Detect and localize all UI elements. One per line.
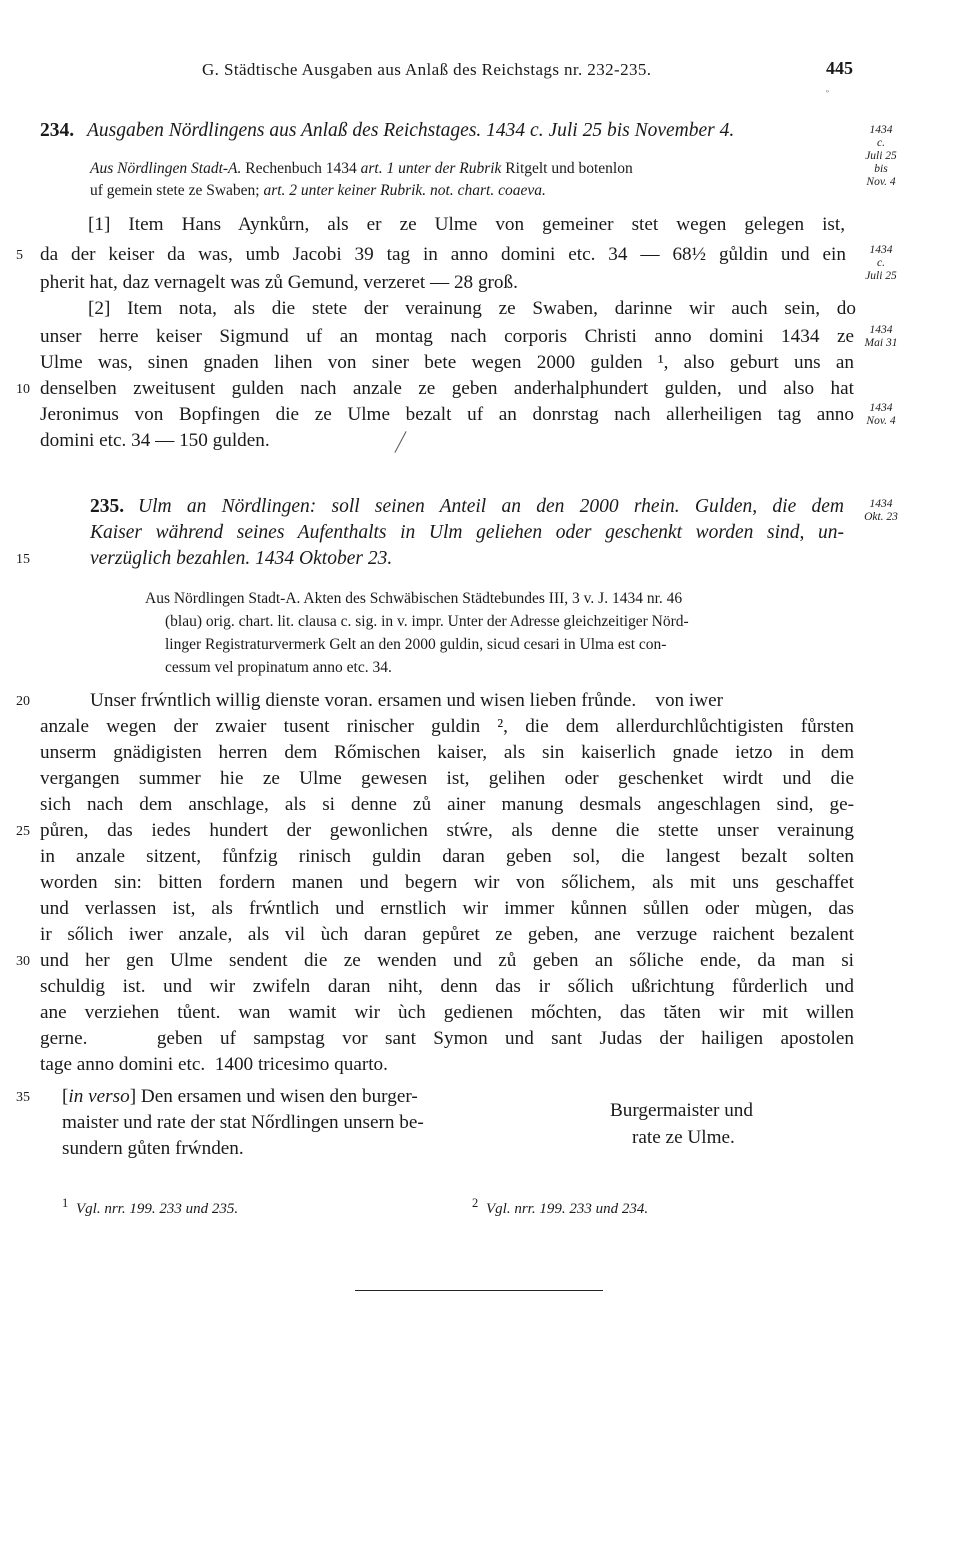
doc234-source-line-1 — [90, 160, 633, 178]
margin-date-line: c. — [877, 257, 885, 269]
margin-date-line: Juli 25 — [865, 270, 897, 282]
margin-date-c — [852, 402, 910, 428]
doc234-line-9: domini etc. 34 — 150 gulden. — [40, 430, 270, 451]
source-rubric: Ritgelt und botenlon — [505, 160, 633, 177]
letter-line-8: worden sin: bitten fordern manen und begern wir von sőlichem, als mit uns geschaffet — [40, 872, 854, 893]
footnote-mark: 2 — [472, 1196, 479, 1210]
footnote-2 — [472, 1196, 648, 1218]
letter-line-9: und verlassen ist, als frẃntlich und ernstlich wir immer kůnnen sůllen oder mùgen, das — [40, 898, 854, 919]
line-number: 15 — [16, 552, 30, 567]
doc234-title: Ausgaben Nördlingens aus Anlaß des Reichstages. 1434 c. Juli 25 bis November 4. — [87, 120, 735, 141]
doc235-number: 235. — [90, 496, 125, 517]
margin-date-a — [852, 244, 910, 283]
date-note-line: Juli 25 — [865, 150, 897, 162]
doc235-source-line-3: linger Registraturvermerk Gelt an den 2000 guldin, sicud cesari in Ulma est con- — [165, 636, 667, 653]
end-rule — [355, 1290, 603, 1291]
source-rubric-cont: uf gemein stete ze Swaben; — [90, 182, 260, 199]
verso-line-2: maister und rate der stat Nőrdlingen unsern be- — [62, 1112, 424, 1133]
line-number: 25 — [16, 824, 30, 839]
signature-line-2: rate ze Ulme. — [632, 1127, 735, 1148]
doc234-line-2: da der keiser da was, umb Jacobi 39 tag in anno domini etc. 34 — 68½ gůldin und ein — [40, 244, 846, 265]
doc235-source-line-1: Aus Nördlingen Stadt-A. Akten des Schwäbischen Städtebundes III, 3 v. J. 1434 nr. 46 — [145, 590, 683, 607]
letter-line-11: und her gen Ulme sendent die ze wenden und zů geben an sőliche ende, da man si — [40, 950, 854, 971]
margin-date-line: Mai 31 — [864, 337, 898, 349]
margin-date-line: 1434 — [869, 324, 893, 336]
verso-line-3: sundern gůten frẃnden. — [62, 1138, 244, 1159]
page-number: 445 — [826, 58, 853, 78]
running-header: G. Städtische Ausgaben aus Anlaß des Reichstags nr. 232-235. — [202, 60, 652, 79]
source-article: art. 1 unter der Rubrik — [360, 160, 502, 177]
date-note-line: bis — [874, 163, 888, 175]
footnote-1 — [62, 1196, 238, 1218]
letter-line-12: schuldig ist. und wir zwifeln daran niht, denn das ir sőlich ußrichtung fůrderlich und — [40, 976, 854, 997]
doc234-date-note — [852, 124, 910, 189]
doc235-source-line-2: (blau) orig. chart. lit. clausa c. sig. in v. impr. Unter der Adresse gleichzeitiger Nörd- — [165, 613, 689, 630]
letter-line-13: ane verziehen tůent. wan wamit wir ùch gedienen mőchten, das tăten wir mit willen — [40, 1002, 854, 1023]
letter-line-5: sich nach dem anschlage, als si denne zů ainer manung desmals angeschlagen sind, ge- — [40, 794, 854, 815]
letter-line-7: in anzale sitzent, fůnfzig rinisch guldin daran geben sol, die langest bezalt solten — [40, 846, 854, 867]
verso-line-1: [in verso] Den ersamen und wisen den burger- — [62, 1086, 418, 1107]
doc234-line-8: Jeronimus von Bopfingen die ze Ulme bezalt uf an donrstag nach allerheiligen tag anno — [40, 404, 854, 425]
signature-line-1: Burgermaister und — [610, 1100, 753, 1121]
letter-line-1: Unser frẃntlich willig dienste voran. ersamen und wisen lieben frůnde. von iwer — [90, 690, 724, 711]
line-number: 20 — [16, 694, 30, 709]
source-volume: Rechenbuch 1434 — [245, 160, 357, 177]
line-number: 5 — [16, 248, 23, 263]
date-note-line: c. — [877, 137, 885, 149]
doc235-title-line-3: verzüglich bezahlen. 1434 Oktober 23. — [90, 548, 393, 569]
date-note-line: Nov. 4 — [866, 176, 896, 188]
margin-date-line: 1434 — [869, 402, 893, 414]
verso-label: in verso — [68, 1086, 130, 1107]
doc234-line-6: Ulme was, sinen gnaden lihen von siner bete wegen 2000 gulden ¹, also geburt uns an — [40, 352, 854, 373]
letter-line-4: vergangen summer hie ze Ulme gewesen ist, gelihen oder geschenket wirdt und die — [40, 768, 854, 789]
doc235-title-line-2: Kaiser während seines Aufenthalts in Ulm geliehen oder geschenkt worden sind, un- — [90, 522, 844, 543]
line-number: 10 — [16, 382, 30, 397]
source-article-2: art. 2 unter keiner Rubrik. not. chart. coaeva. — [263, 182, 546, 199]
letter-line-2: anzale wegen der zwaier tusent rinischer guldin ², die dem allerdurchlůchtigisten fůrsten — [40, 716, 854, 737]
margin-date-line: Nov. 4 — [866, 415, 896, 427]
footnote-text: Vgl. nrr. 199. 233 und 234. — [486, 1201, 649, 1217]
date-note-line: 1434 — [869, 124, 893, 136]
verso-text: Den ersamen und wisen den burger- — [140, 1086, 418, 1107]
footnote-mark: 1 — [62, 1196, 69, 1210]
doc234-line-5: unser herre keiser Sigmund uf an montag nach corporis Christi anno domini 1434 ze — [40, 326, 854, 347]
doc234-line-7: denselben zweitusent gulden nach anzale ze geben anderhalphundert gulden, und also hat — [40, 378, 854, 399]
footnote-text: Vgl. nrr. 199. 233 und 235. — [76, 1201, 239, 1217]
doc234-line-4: [2] Item nota, als die stete der verainung ze Swaben, darinne wir auch sein, do — [88, 298, 856, 319]
line-number: 35 — [16, 1090, 30, 1105]
doc235-date-note — [852, 498, 910, 524]
doc235-title-line-1: Ulm an Nördlingen: soll seinen Anteil an den 2000 rhein. Gulden, die dem — [138, 496, 844, 517]
pencil-mark — [394, 431, 406, 453]
letter-line-6: půren, das iedes hundert der gewonlichen stẃre, als denne die stette unser verainung — [40, 820, 854, 841]
doc234-heading — [40, 120, 734, 142]
page-mark: º — [826, 88, 829, 98]
margin-date-line: 1434 — [869, 244, 893, 256]
date-note-line: 1434 — [869, 498, 893, 510]
doc234-line-3: pherit hat, daz vernagelt was zů Gemund, verzeret — 28 groß. — [40, 272, 518, 293]
letter-line-14: gerne. geben uf sampstag vor sant Symon und sant Judas der hailigen apostolen — [40, 1028, 854, 1049]
letter-line-10: ir sőlich iwer anzale, als vil ùch daran gepůret ze geben, ane verzuge raichent bezalent — [40, 924, 854, 945]
doc234-source-line-2 — [90, 182, 546, 200]
letter-line-15: tage anno domini etc. 1400 tricesimo quarto. — [40, 1054, 388, 1075]
doc234-number: 234. — [40, 120, 75, 141]
date-note-line: Okt. 23 — [864, 511, 898, 523]
source-archive: Aus Nördlingen Stadt-A. — [90, 160, 242, 177]
doc235-source-line-4: cessum vel propinatum anno etc. 34. — [165, 659, 392, 676]
doc234-line-1: [1] Item Hans Aynkůrn, als er ze Ulme von gemeiner stet wegen gelegen ist, — [88, 214, 845, 235]
letter-line-3: unserm gnädigisten herren dem Rőmischen kaiser, als sin kaiserlich gnade ietzo in dem — [40, 742, 854, 763]
line-number: 30 — [16, 954, 30, 969]
margin-date-b — [852, 324, 910, 350]
